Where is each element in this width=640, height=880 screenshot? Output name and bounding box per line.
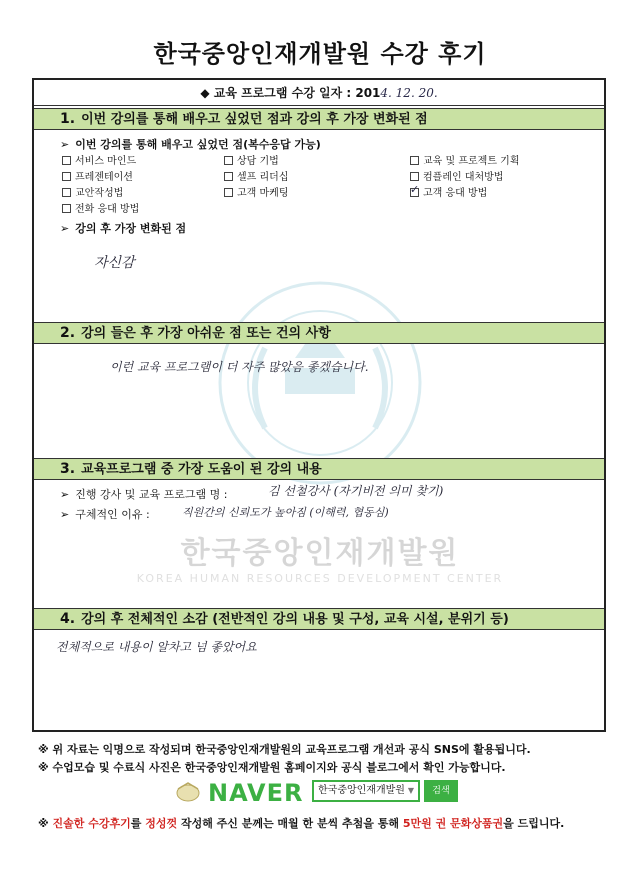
section-label: 강의 후 전체적인 소감 (전반적인 강의 내용 및 구성, 교육 시설, 분위기 등) — [81, 612, 509, 627]
section-4-header — [34, 608, 604, 630]
page-title: 한국중앙인재개발원 수강 후기 — [153, 40, 487, 68]
section-label: 교육프로그램 중 가장 도움이 된 강의 내용 — [81, 462, 322, 477]
section-1-header — [34, 108, 604, 130]
option-item[interactable]: 고객 마케팅 — [224, 184, 288, 199]
s3-answer-1[interactable]: 김 선철강사 (자기비전 의미 찾기) — [268, 484, 444, 498]
checkbox[interactable] — [62, 156, 71, 165]
dropdown-icon[interactable]: ▼ — [407, 786, 414, 795]
options-group — [28, 152, 548, 216]
s2-answer[interactable]: 이런 교육 프로그램이 더 자주 많았음 좋겠습니다. — [110, 360, 369, 374]
date-label: ◆ 교육 프로그램 수강 일자 : 201 — [200, 86, 381, 100]
s1-answer[interactable]: 자신감 — [94, 255, 135, 271]
checkbox[interactable] — [62, 172, 71, 181]
checkbox-checked[interactable] — [410, 188, 419, 197]
section-number: 4. — [60, 611, 76, 627]
section-3-header — [34, 458, 604, 480]
bottom-note: ※ 진솔한 수강후기를 정성껏 작성해 주신 분께는 매월 한 분씩 추첨을 통해 5만원 권 문화상품권을 드립니다. — [38, 817, 565, 830]
arrow-icon: ➢ — [60, 508, 70, 521]
checkbox[interactable] — [224, 172, 233, 181]
option-item[interactable]: 셀프 리더십 — [224, 168, 288, 183]
option-item[interactable]: 컴플레인 대처방법 — [410, 168, 503, 183]
section-number: 2. — [60, 325, 76, 341]
arrow-icon: ➢ — [60, 488, 70, 501]
option-item[interactable]: 교육 및 프로젝트 기획 — [410, 152, 519, 167]
s3-answer-2[interactable]: 직원간의 신뢰도가 높아짐 (이해력, 협동심) — [182, 506, 389, 519]
naver-search-banner — [170, 777, 470, 807]
arrow-icon: ➢ — [60, 222, 70, 235]
search-input[interactable] — [312, 780, 420, 802]
search-button[interactable]: 검색 — [424, 780, 458, 802]
note-photos: ※ 수업모습 및 수료식 사진은 한국중앙인재개발원 홈페이지와 공식 블로그에서 확인 가능합니다. — [38, 761, 506, 774]
section-number: 3. — [60, 461, 76, 477]
arrow-icon: ➢ — [60, 138, 70, 151]
s4-answer[interactable]: 전체적으로 내용이 알차고 넘 좋았어요 — [56, 640, 257, 654]
checkbox[interactable] — [224, 188, 233, 197]
s3-question-1-text: 진행 강사 및 교육 프로그램 명 : — [75, 488, 228, 501]
s1-question-2 — [60, 220, 186, 236]
golf-ball-icon — [174, 781, 202, 803]
s1-question-2-text: 강의 후 가장 변화된 점 — [75, 222, 187, 235]
section-number: 1. — [60, 111, 76, 127]
checkbox[interactable] — [410, 172, 419, 181]
option-item[interactable]: 상담 기법 — [224, 152, 279, 167]
option-item[interactable]: 전화 응대 방법 — [62, 200, 139, 215]
watermark-text: 한국중앙인재개발원 — [180, 536, 460, 571]
highlight-text: 진솔한 수강후기 — [52, 817, 131, 830]
s3-question-2-text: 구체적인 이유 : — [75, 508, 150, 521]
date-value[interactable]: 4. 12. 20. — [380, 86, 438, 100]
checkbox[interactable] — [62, 188, 71, 197]
checkbox[interactable] — [410, 156, 419, 165]
highlight-text: 정성껏 — [145, 817, 178, 830]
s1-question-1-text: 이번 강의를 통해 배우고 싶었던 점(복수응답 가능) — [75, 138, 321, 151]
s1-question-1 — [60, 136, 321, 152]
section-label: 강의 들은 후 가장 아쉬운 점 또는 건의 사항 — [81, 326, 331, 341]
date-row — [34, 80, 604, 106]
option-item-checked[interactable]: ✓ 고객 응대 방법 — [410, 184, 487, 199]
option-item[interactable]: 서비스 마인드 — [62, 152, 136, 167]
section-label: 이번 강의를 통해 배우고 싶었던 점과 강의 후 가장 변화된 점 — [81, 112, 428, 127]
s3-question-1 — [60, 486, 227, 502]
option-item[interactable]: 프레젠테이션 — [62, 168, 133, 183]
option-item[interactable]: 교안작성법 — [62, 184, 123, 199]
naver-logo: NAVER — [208, 779, 304, 807]
checkbox[interactable] — [62, 204, 71, 213]
search-input-value: 한국중앙인재개발원 — [318, 785, 405, 796]
s3-question-2 — [60, 506, 150, 522]
highlight-text: 5만원 권 문화상품권 — [402, 817, 504, 830]
checkbox[interactable] — [224, 156, 233, 165]
section-2-header — [34, 322, 604, 344]
note-anonymous: ※ 위 자료는 익명으로 작성되며 한국중앙인재개발원의 교육프로그램 개선과 공식 SNS에 활용됩니다. — [38, 743, 531, 756]
watermark-subtext: KOREA HUMAN RESOURCES DEVELOPMENT CENTER — [136, 572, 504, 585]
